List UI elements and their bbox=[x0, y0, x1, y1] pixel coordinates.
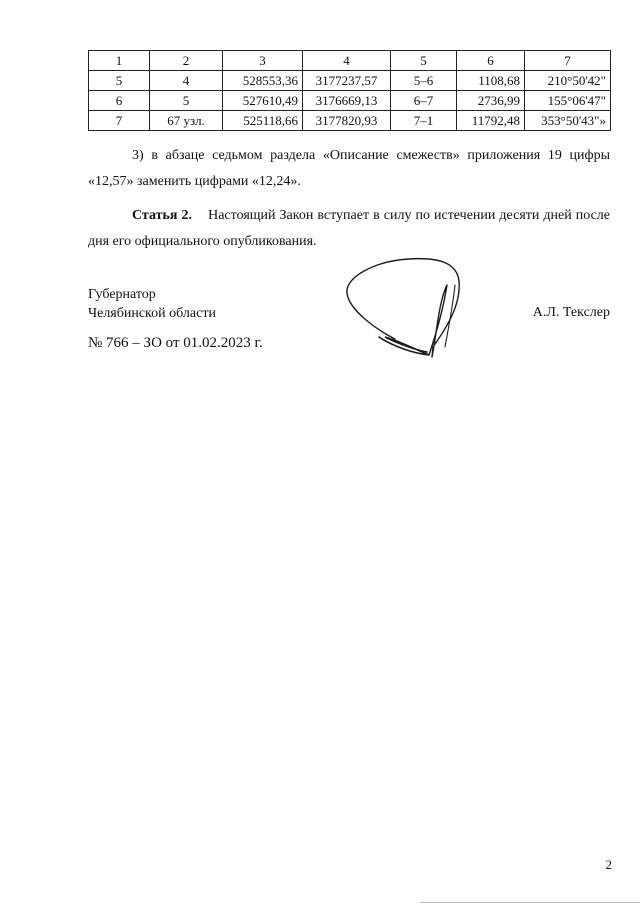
article-2-line2: дня его официального опубликования. bbox=[88, 234, 317, 249]
boundary-points-table bbox=[88, 50, 611, 131]
table-cell: 3177820,93 bbox=[303, 111, 391, 131]
article-2 bbox=[88, 203, 610, 255]
table-cell: 3177237,57 bbox=[303, 71, 391, 91]
table-cell: 527610,49 bbox=[223, 91, 303, 111]
table-cell: 67 узл. bbox=[150, 111, 223, 131]
table-cell: 3176669,13 bbox=[303, 91, 391, 111]
table-cell: 2736,99 bbox=[457, 91, 525, 111]
table-cell: 5 bbox=[150, 91, 223, 111]
table-header-cell: 1 bbox=[89, 51, 150, 71]
article-2-text: Настоящий Закон вступает в силу по истечении десяти дней после bbox=[208, 208, 611, 223]
table-cell: 5–6 bbox=[391, 71, 457, 91]
table-header-cell: 2 bbox=[150, 51, 223, 71]
amendment-item-3-line1: 3) в абзаце седьмом раздела «Описание смежеств» приложения 19 цифры bbox=[132, 148, 610, 163]
handwritten-signature bbox=[335, 255, 475, 365]
signatory-title bbox=[88, 285, 216, 323]
article-2-line1 bbox=[88, 203, 610, 229]
law-number: № 766 – ЗО от 01.02.2023 г. bbox=[88, 335, 263, 351]
page-number: 2 bbox=[605, 857, 612, 872]
table-cell: 525118,66 bbox=[223, 111, 303, 131]
signatory-name: А.Л. Текслер bbox=[532, 305, 610, 320]
table-cell: 7 bbox=[89, 111, 150, 131]
table-header-cell: 3 bbox=[223, 51, 303, 71]
scan-edge-line bbox=[420, 902, 640, 903]
table-cell: 7–1 bbox=[391, 111, 457, 131]
table-cell: 5 bbox=[89, 71, 150, 91]
table-cell: 528553,36 bbox=[223, 71, 303, 91]
table-cell: 11792,48 bbox=[457, 111, 525, 131]
article-2-label: Статья 2. bbox=[132, 208, 192, 223]
table-cell: 6–7 bbox=[391, 91, 457, 111]
table-header-row bbox=[89, 51, 611, 71]
table-cell: 353°50'43"» bbox=[525, 111, 611, 131]
table-row bbox=[89, 91, 611, 111]
table-cell: 4 bbox=[150, 71, 223, 91]
table-header-cell: 7 bbox=[525, 51, 611, 71]
table-header-cell: 4 bbox=[303, 51, 391, 71]
table-row bbox=[89, 111, 611, 131]
table-header-cell: 5 bbox=[391, 51, 457, 71]
table-cell: 1108,68 bbox=[457, 71, 525, 91]
amendment-item-3 bbox=[88, 143, 610, 195]
table-cell: 155°06'47" bbox=[525, 91, 611, 111]
signatory-title-line2: Челябинской области bbox=[88, 306, 216, 321]
table-header-cell: 6 bbox=[457, 51, 525, 71]
signatory-title-line1: Губернатор bbox=[88, 287, 156, 302]
table-cell: 210°50'42" bbox=[525, 71, 611, 91]
table-cell: 6 bbox=[89, 91, 150, 111]
amendment-item-3-line2: «12,57» заменить цифрами «12,24». bbox=[88, 174, 301, 189]
table-row bbox=[89, 71, 611, 91]
